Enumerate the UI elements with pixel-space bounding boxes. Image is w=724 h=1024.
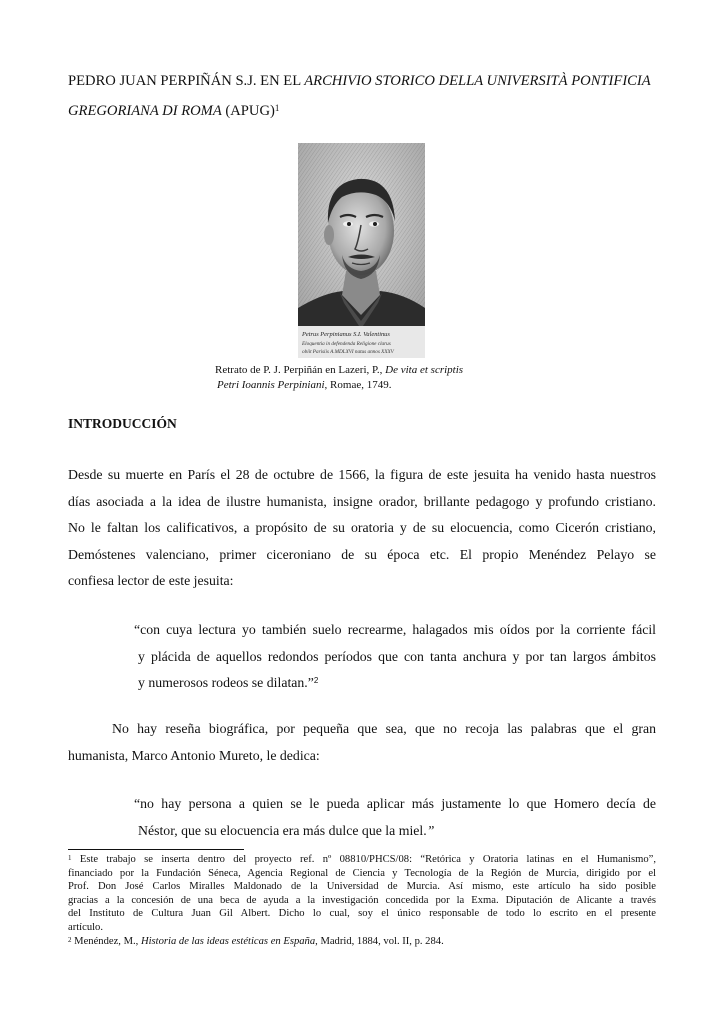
footnote-ref-1[interactable]: 1 [274,103,280,113]
quote-line: “no hay persona a quien se le pueda aplicar más justamente lo que Homero decía de [134,796,656,811]
paragraph-line: No hay reseña biográfica, por pequeña que sea, que no recoja las palabras que el gran [112,721,656,736]
footnote-line: gracias a la concesión de una beca de ayuda a la investigación concedida por la Exma. Diputación de Alicante a través [68,894,656,906]
footnote-2-title: Historia de las ideas estéticas en España [140,935,316,947]
document-title [68,66,658,126]
engraving-line-3: obiit Parisiis A.MDLXVI natus annos XXXV [302,349,394,355]
paragraph-line: días asociada a la idea de ilustre humanista, insigne orador, brillante pedagogo y profundo cristiano. [68,493,656,509]
footnote-line: Este trabajo se inserta dentro del proyecto ref. nº 08810/PHCS/08: “Retórica y Oratoria latinas en el Humanismo”, [79,854,656,865]
quote-line: “con cuya lectura yo también suelo recrearme, halagados mis oídos por la corriente fácil [134,622,656,637]
section-heading: INTRODUCCIÓN [68,416,177,431]
footnote-number-1: 1 [68,854,72,862]
footnote-ref-2[interactable]: 2 [313,676,319,685]
footnote-separator [68,849,244,850]
quote-line: y plácida de aquellos redondos períodos que con tanta anchura y por tan largos ámbitos [138,648,656,664]
footnote-2-text-b: , Madrid, 1884, vol. II, p. 284. [315,935,444,947]
paragraph-line: No le faltan los calificativos, a propósito de su oratoria y de su elocuencia, como Cicerón cristiano, [68,520,656,535]
caption-text-1: Retrato de P. J. Perpiñán en Lazeri, P., [215,364,386,376]
paragraph-line: humanista, Marco Antonio Mureto, le dedica: [68,747,320,763]
portrait-engraving [298,143,425,358]
paragraph-1 [68,462,656,595]
footnotes [68,853,656,948]
caption-italic-1: De vita et scriptis [385,364,464,376]
caption-italic-2: Petri Ioannis Perpiniani [217,379,325,391]
title-italic-2: GREGORIANA DI ROMA [68,103,222,119]
paragraph-line: confiesa lector de este jesuita: [68,573,234,588]
portrait-image [298,143,425,358]
footnote-line: financiado por la Fundación Séneca, Agencia Regional de Ciencia y Tecnología de la Región de Murcia, dirigido por el [68,867,656,879]
quote-2 [134,791,656,844]
footnote-number-2: 2 [68,935,72,944]
footnote-line: artículo. [68,921,104,933]
quote-line: Néstor, que su elocuencia era más dulce que la miel. [138,822,427,838]
caption-text-2: , Romae, 1749. [324,379,392,391]
quote-close-mark: ” [426,822,435,838]
paragraph-2 [68,716,656,769]
paragraph-line: Desde su muerte en París el 28 de octubre de 1566, la figura de este jesuita ha venido hasta nuestros [68,467,656,482]
footnote-line: Prof. Don José Carlos Miralles Maldonado de la Universidad de Murcia. Así mismo, este artículo ha sido posible [68,881,656,893]
portrait-caption [215,363,535,393]
footnote-2-text-a: Menéndez, M., [71,935,141,947]
title-text-1: PEDRO JUAN PERPIÑÁN S.J. EN EL [68,73,305,89]
title-text-2: (APUG) [221,103,275,119]
engraving-line-1: Petrus Perpinianus S.I. Valentinus [302,331,390,338]
paragraph-line: Demóstenes valenciano, primer ciceroniano de su época etc. El propio Menéndez Pelayo se [68,546,656,562]
quote-1 [134,617,656,697]
engraving-line-2: Eloquentia in defendenda Religione clarus [302,341,391,347]
footnote-line: del Instituto de Cultura Juan Gil Albert. Dicho lo cual, soy el único responsable de todo lo escrito en el presente [68,908,656,920]
title-italic-1: ARCHIVIO STORICO DELLA UNIVERSITÀ PONTIFICIA [304,73,651,89]
quote-line: y numerosos rodeos se dilatan.” [138,675,314,690]
